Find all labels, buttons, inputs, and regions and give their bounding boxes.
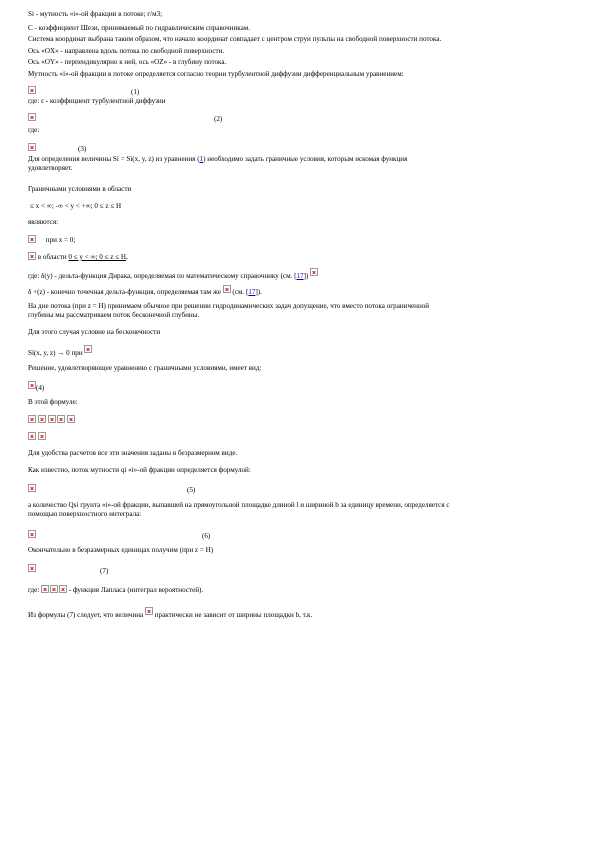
line-si-definition: Si - мутность «i»-ой фракции в потоке; г/м3; xyxy=(28,10,163,18)
broken-image-icon xyxy=(28,530,36,538)
broken-image-icon xyxy=(28,113,36,121)
formula-symbols-row-1 xyxy=(28,415,75,427)
line-in-this-formula: В этой формуле: xyxy=(28,398,78,406)
broken-image-icon xyxy=(38,415,46,423)
equation-2 xyxy=(28,113,223,125)
line-condition-x0: при x = 0; xyxy=(28,235,75,247)
equation-number: (5) xyxy=(187,486,196,494)
line-dimensionless: Для удобства расчетов все эти значения заданы в безразмерном виде. xyxy=(28,449,238,457)
broken-image-icon xyxy=(28,252,36,260)
line-domain-inequality: ≤ x < ∞; -∞ < y < +∞; 0 ≤ z ≤ H xyxy=(30,202,122,210)
broken-image-icon xyxy=(145,607,153,615)
line-are: являются: xyxy=(28,218,59,226)
line-chezy-coefficient: C - коэффициент Шези, принимаемый по гидравлическим справочникам. xyxy=(28,24,251,32)
line-turbidity-flow: Как известно, поток мутности qi «i»-ой фракции определяется формулой: xyxy=(28,466,251,474)
line-where: где: xyxy=(28,126,40,134)
line-final-dimensionless: Окончательно в безразмерных единицах получим (при z = H) xyxy=(28,546,214,554)
line-solution-intro: Решение, удовлетворяющее уравнению с граничными условиями, имеет вид: xyxy=(28,364,262,372)
line-formula-7-conclusion: Из формулы (7) следует, что величина практически не зависит от ширины площадки b, т.к. xyxy=(28,607,312,619)
line-boundary-conditions-intro: Для определения величины Si = Si(x, y, z) из уравнения (1) необходимо задать граничные условия, которым искомая функция удовлетворяет. xyxy=(28,155,408,172)
broken-image-icon xyxy=(28,381,36,389)
formula-symbols-row-2 xyxy=(28,432,46,444)
broken-image-icon xyxy=(28,484,36,492)
equation-number: (7) xyxy=(100,567,109,575)
equation-7 xyxy=(28,564,109,576)
broken-image-icon xyxy=(28,235,36,243)
equation-4 xyxy=(28,381,44,393)
equation-link[interactable]: 1 xyxy=(199,155,204,163)
equation-number: (3) xyxy=(78,145,87,153)
broken-image-icon xyxy=(28,415,36,423)
equation-5 xyxy=(28,484,196,496)
broken-image-icon xyxy=(310,268,318,276)
broken-image-icon xyxy=(50,585,58,593)
broken-image-icon xyxy=(41,585,49,593)
line-turbulent-diffusion-intro: Мутность «i»-ой фракции в потоке определяется согласно теории турбулентной диффузии дифференциальным уравнением: xyxy=(28,70,404,78)
broken-image-icon xyxy=(57,415,65,423)
broken-image-icon xyxy=(223,285,231,293)
reference-link[interactable]: 17 xyxy=(296,272,304,280)
equation-number: (2) xyxy=(214,115,223,123)
line-epsilon-definition: где: ε - коэффициент турбулентной диффузии xyxy=(28,97,166,105)
equation-number: (4) xyxy=(36,384,45,392)
broken-image-icon xyxy=(67,415,75,423)
line-bottom-assumption: На дне потока (при z = H) принимаем обычное при решении гидродинамических задач допущение, что вместо потока ограниченной глубины мы рассматриваем поток бесконечной глубины. xyxy=(28,302,430,319)
line-point-delta: δ +(z) - конечно точечная дельта-функция, определяемая там же (см. [17]). xyxy=(28,285,262,297)
equation-number: (6) xyxy=(202,532,211,540)
line-dirac-delta: где: δ(y) - дельта-функция Дирака, определяемая по математическому справочнику (см. [17]) xyxy=(28,268,318,280)
line-condition-region: в области 0 ≤ y < ∞; 0 ≤ z ≤ H, xyxy=(28,252,128,264)
broken-image-icon xyxy=(59,585,67,593)
broken-image-icon xyxy=(28,143,36,151)
equation-3 xyxy=(28,143,87,155)
broken-image-icon xyxy=(84,345,92,353)
equation-number: (1) xyxy=(131,88,140,96)
broken-image-icon xyxy=(28,564,36,572)
line-quantity-definition: а количество Qsi грунта «i»-ой фракции, выпавшей на прямоугольной площадке длиной l и шириной b за единицу времени, определяется с помощью поверхностного интеграла: xyxy=(28,501,450,518)
reference-link[interactable]: 17 xyxy=(248,288,256,296)
line-infinity-condition-intro: Для этого случая условие на бесконечности xyxy=(28,328,161,336)
broken-image-icon xyxy=(48,415,56,423)
broken-image-icon xyxy=(28,432,36,440)
line-laplace-function: где: - функция Лапласа (интеграл вероятностей). xyxy=(28,586,204,594)
line-coordinate-system: Система координат выбрана таким образом, что начало координат совпадает с центром струи пульпы на свободной поверхности потока. xyxy=(28,35,442,43)
line-infinity-condition: Si(x, y, z) → 0 при xyxy=(28,345,92,359)
broken-image-icon xyxy=(38,432,46,440)
line-axis-ox: Ось «OX» - направлена вдоль потока по свободной поверхности. xyxy=(28,47,225,55)
equation-6 xyxy=(28,530,211,542)
line-axis-oy: Ось «OY» - перпендикулярно к ней, ось «OZ» - в глубину потока. xyxy=(28,58,227,66)
line-boundary-region: Граничными условиями в области xyxy=(28,185,132,193)
broken-image-icon xyxy=(28,86,36,94)
